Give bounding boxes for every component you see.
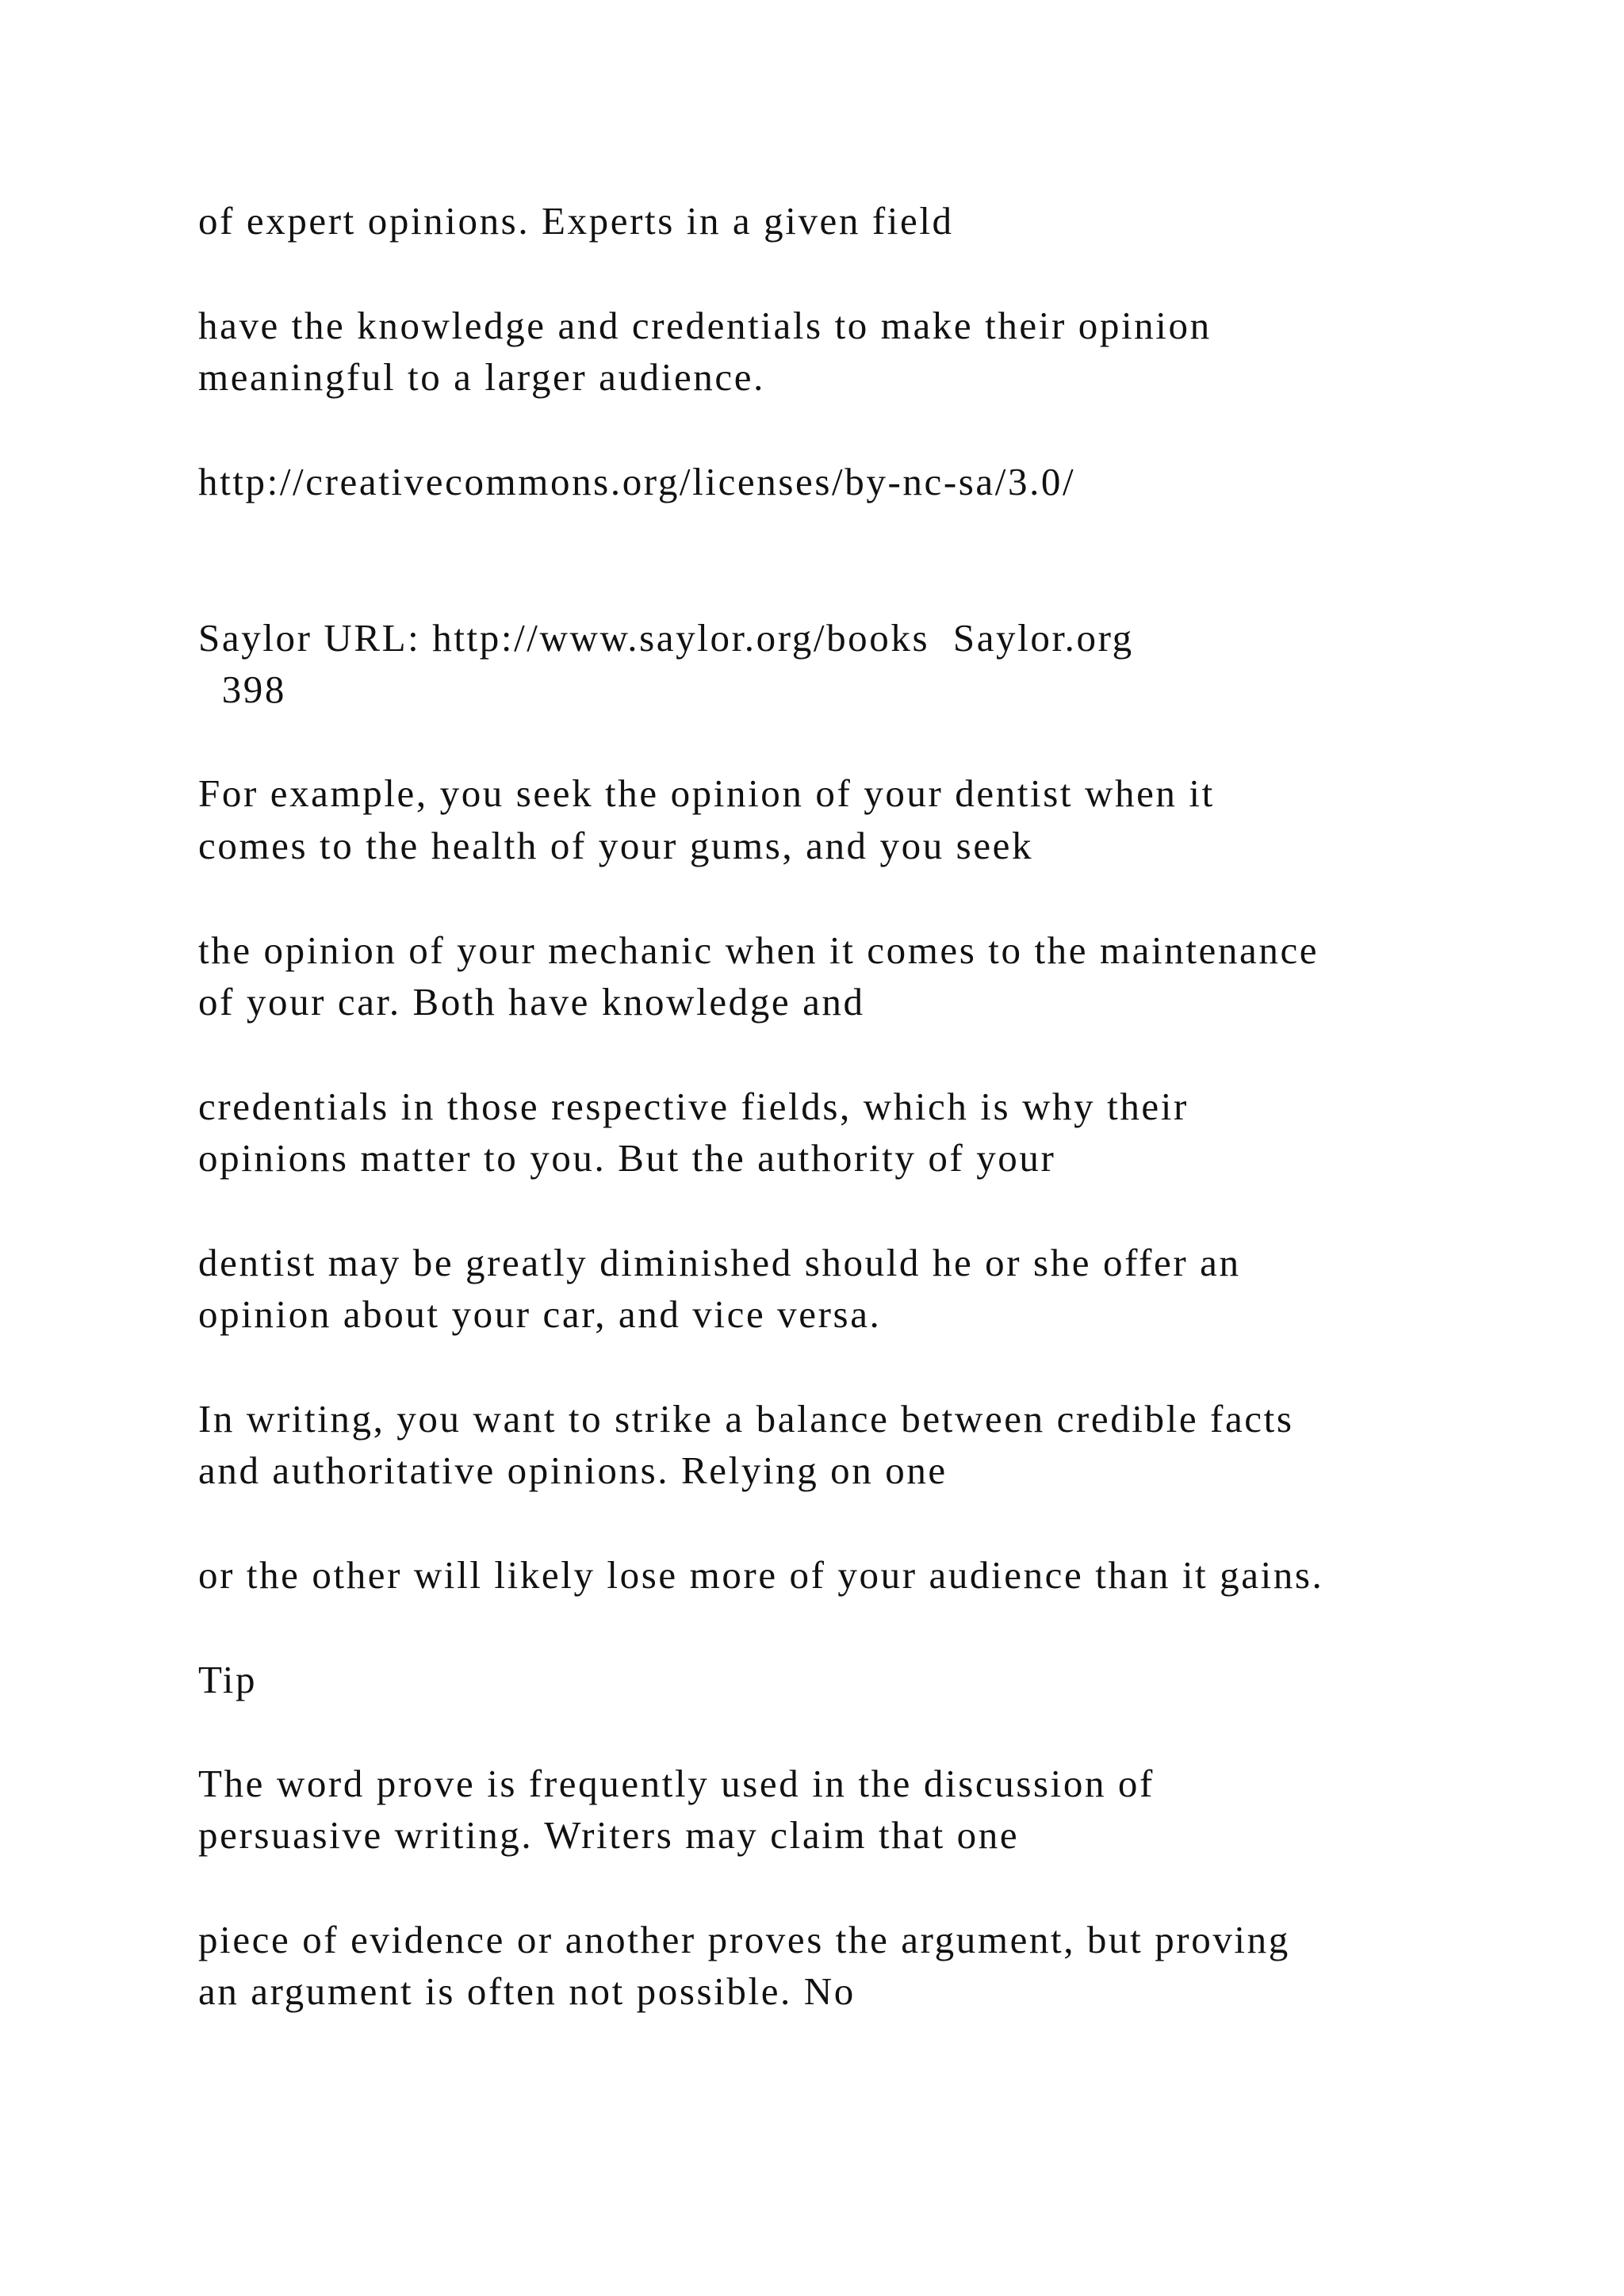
text-line: credentials in those respective fields, which is why their (198, 1085, 1189, 1128)
text-line: dentist may be greatly diminished should he or she offer an (198, 1241, 1241, 1284)
text-line: opinion about your car, and vice versa. (198, 1292, 882, 1336)
text-line: and authoritative opinions. Relying on one (198, 1448, 948, 1492)
text-line: comes to the health of your gums, and you seek (198, 824, 1034, 867)
text-line: have the knowledge and credentials to make their opinion (198, 304, 1212, 347)
text-line: meaningful to a larger audience. (198, 355, 765, 399)
text-line: an argument is often not possible. No (198, 1969, 856, 2013)
text-line: In writing, you want to strike a balance between credible facts (198, 1397, 1294, 1441)
text-line: For example, you seek the opinion of your dentist when it (198, 771, 1215, 815)
page-number: 398 (198, 668, 286, 711)
text-line: of expert opinions. Experts in a given field (198, 199, 954, 243)
text-line: The word prove is frequently used in the discussion of (198, 1762, 1155, 1805)
text-line: or the other will likely lose more of your audience than it gains. (198, 1553, 1324, 1597)
text-line: http://creativecommons.org/licenses/by-nc-sa/3.0/ (198, 460, 1076, 503)
text-line: of your car. Both have knowledge and (198, 980, 865, 1024)
text-line: opinions matter to you. But the authority of your (198, 1136, 1056, 1180)
text-line: the opinion of your mechanic when it comes to the maintenance (198, 928, 1320, 972)
text-line: persuasive writing. Writers may claim that one (198, 1813, 1020, 1857)
text-line: Saylor URL: http://www.saylor.org/books Saylor.org (198, 616, 1134, 660)
text-line: piece of evidence or another proves the argument, but proving (198, 1918, 1290, 1961)
tip-heading: Tip (198, 1658, 258, 1701)
